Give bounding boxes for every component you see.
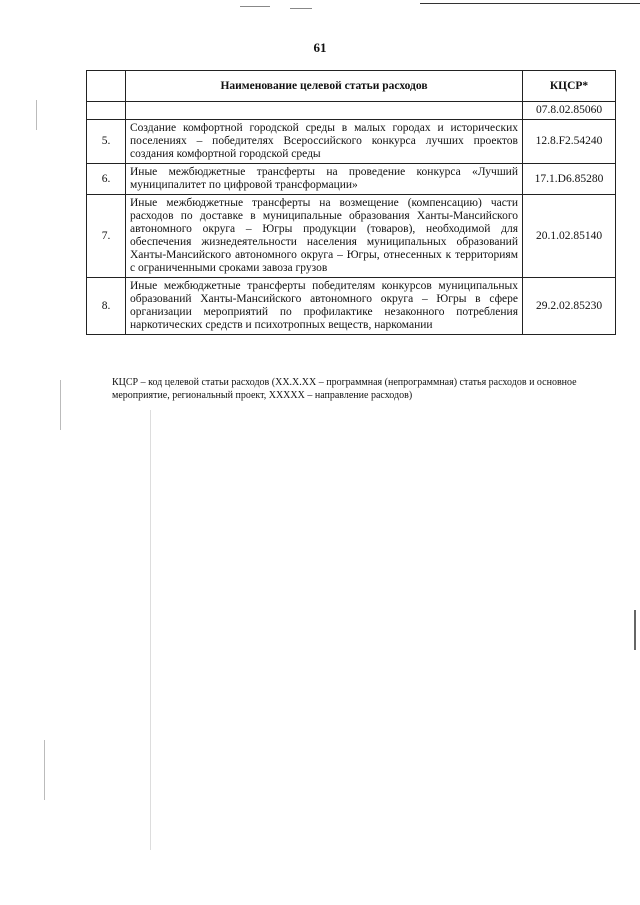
row-code: 20.1.02.85140	[523, 195, 616, 278]
row-name: Создание комфортной городской среды в малых городах и исторических поселениях – победителях Всероссийского конкурса лучших проектов создания комфортной городской среды	[126, 120, 523, 164]
row-code: 07.8.02.85060	[523, 102, 616, 120]
code-footnote: КЦСР – код целевой статьи расходов (XX.X.XX – программная (непрограммная) статья расходов и основное мероприятие, региональный проект, XXXXX – направление расходов)	[112, 377, 577, 401]
row-number	[87, 102, 126, 120]
target-expense-table	[86, 70, 616, 335]
row-name: Иные межбюджетные трансферты на возмещение (компенсацию) части расходов по доставке в муниципальные образования Ханты-Мансийского автономного округа – Югры продукции (товаров), необходимой для обеспечения жизнедеятельности населения муниципальных образований Ханты-Мансийского автономного округа – Югры, отнесенных к территориям с ограниченными сроками завоза грузов	[126, 195, 523, 278]
scan-artifact	[60, 380, 61, 430]
table-row	[87, 195, 616, 278]
scan-artifact	[240, 6, 270, 7]
row-number: 5.	[87, 120, 126, 164]
table-header-row	[87, 71, 616, 102]
column-header-number	[87, 71, 126, 102]
scan-artifact	[290, 8, 312, 9]
row-code: 29.2.02.85230	[523, 278, 616, 335]
row-number: 6.	[87, 164, 126, 195]
scan-artifact	[150, 410, 151, 850]
row-code: 17.1.D6.85280	[523, 164, 616, 195]
row-number: 8.	[87, 278, 126, 335]
column-header-code: КЦСР*	[523, 71, 616, 102]
row-name: Иные межбюджетные трансферты на проведение конкурса «Лучший муниципалитет по цифровой трансформации»	[126, 164, 523, 195]
row-code: 12.8.F2.54240	[523, 120, 616, 164]
table-row	[87, 120, 616, 164]
scan-artifact	[420, 3, 640, 4]
row-name	[126, 102, 523, 120]
page-number: 61	[313, 40, 327, 55]
table-row	[87, 102, 616, 120]
scan-artifact	[44, 740, 45, 800]
scan-artifact	[634, 610, 636, 650]
scan-artifact	[36, 100, 37, 130]
table-row	[87, 164, 616, 195]
table-row	[87, 278, 616, 335]
row-number: 7.	[87, 195, 126, 278]
row-name: Иные межбюджетные трансферты победителям конкурсов муниципальных образований Ханты-Мансийского автономного округа – Югры в сфере организации мероприятий по профилактике незаконного потребления наркотических средств и психотропных веществ, наркомании	[126, 278, 523, 335]
column-header-name: Наименование целевой статьи расходов	[126, 71, 523, 102]
